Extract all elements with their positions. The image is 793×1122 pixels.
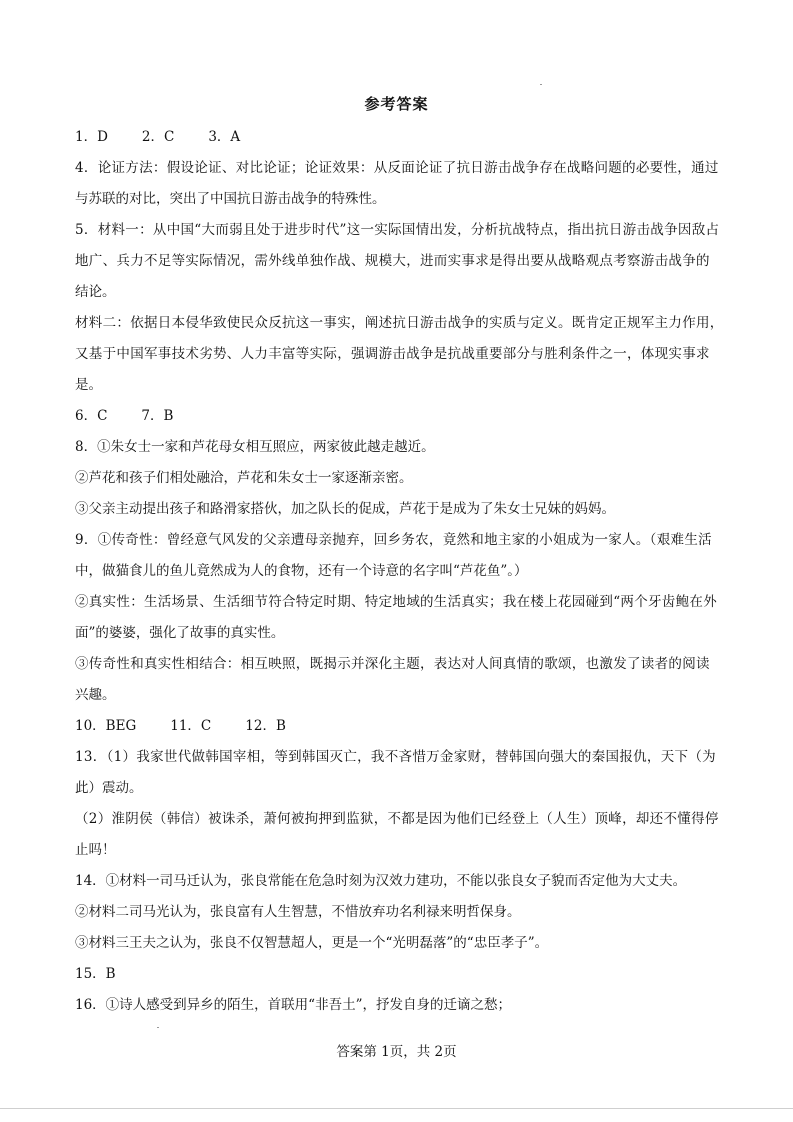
answer-12: 12．B: [245, 718, 286, 734]
answer-14-line: ②材料二司马光认为，张良富有人生智慧，不惜放弃功名利禄来明哲保身。: [75, 904, 521, 920]
answer-15: 15．B: [75, 966, 116, 982]
answer-13-line: （2）淮阴侯（韩信）被诛杀，萧何被拘押到监狱，不都是因为他们已经登上（人生）顶峰，却还不懂得停: [75, 811, 719, 827]
answer-8-line: 8．①朱女士一家和芦花母女相互照应，两家彼此越走越近。: [75, 439, 435, 455]
answers-6-7: [75, 401, 725, 432]
answer-1: 1．D: [75, 129, 108, 145]
answer-9-line: 面”的婆婆，强化了故事的真实性。: [75, 625, 285, 641]
answers-10-12: [75, 711, 725, 742]
answer-11: 11．C: [170, 718, 212, 734]
answer-7: 7．B: [141, 408, 174, 424]
answer-5-line: 地广、兵力不足等实际情况，需外线单独作战、规模大，进而实事求是得出要从战略观点考察游击战争的: [75, 253, 710, 269]
answer-10: 10．BEG: [75, 718, 137, 734]
answer-13-line: 此）震动。: [75, 780, 143, 796]
answer-5-line: 5．材料一：从中国“大而弱且处于进步时代”这一实际国情出发，分析抗战特点，指出抗日游击战争因敌占: [75, 222, 720, 238]
answer-16-line: 16．①诗人感受到异乡的陌生，首联用“非吾土”，抒发自身的迁谪之愁；: [75, 997, 511, 1013]
page-footer: 答案第 1页，共 2页: [336, 1044, 457, 1060]
answer-9-line: ③传奇性和真实性相结合：相互映照，既揭示并深化主题，表达对人间真情的歌颂，也激发了读者的阅读: [75, 656, 710, 672]
answer-5-line: 材料二：依据日本侵华致使民众反抗这一事实，阐述抗日游击战争的实质与定义。既肯定正规军主力作用，: [75, 315, 724, 331]
answer-14-line: 14．①材料一司马迁认为，张良常能在危急时刻为汉效力建功，不能以张良女子貌而否定他为大丈夫。: [75, 873, 687, 889]
answer-13-line: 13．（1）我家世代做韩国宰相，等到韩国灭亡，我不吝惜万金家财，替韩国向强大的秦国报仇，天下（为: [75, 749, 716, 765]
answer-5-line: 又基于中国军事技术劣势、人力丰富等实际，强调游击战争是抗战重要部分与胜利条件之一，体现实事求: [75, 346, 710, 362]
answer-9-line: 兴趣。: [75, 687, 116, 703]
answer-9-line: 中，做猫食儿的鱼儿竟然成为人的食物，还有一个诗意的名字叫“芦花鱼”。）: [75, 563, 528, 579]
answer-4-line: 4．论证方法：假设论证、对比论证；论证效果：从反面论证了抗日游击战争存在战略问题的必要性，通过: [75, 160, 719, 176]
answer-3: 3．A: [208, 129, 241, 145]
page-title: 参考答案: [364, 95, 429, 113]
answer-9-line: 9．①传奇性：曾经意气风发的父亲遭母亲抛弃，回乡务农，竟然和地主家的小姐成为一家人。（艰难生活: [75, 532, 712, 548]
answer-8-line: ③父亲主动提出孩子和路滑家搭伙，加之队长的促成，芦花于是成为了朱女士兄妹的妈妈。: [75, 501, 615, 517]
scan-speck: [157, 1027, 159, 1028]
answer-5-line: 是。: [75, 377, 102, 393]
answer-8-line: ②芦花和孩子们相处融洽，芦花和朱女士一家逐渐亲密。: [75, 470, 413, 486]
answer-14-line: ③材料三王夫之认为，张良不仅智慧超人，更是一个“光明磊落”的“忠臣孝子”。: [75, 935, 549, 951]
answer-2: 2．C: [141, 129, 175, 145]
answer-6: 6．C: [75, 408, 108, 424]
answer-body: [75, 122, 725, 1021]
answer-5-line: 结论。: [75, 284, 116, 300]
answers-1-3: [75, 122, 725, 153]
bottom-divider: [0, 1108, 793, 1109]
scan-speck: [540, 84, 542, 85]
answer-4-line: 与苏联的对比，突出了中国抗日游击战争的特殊性。: [75, 191, 386, 207]
answer-13-line: 止吗！: [75, 842, 116, 858]
answer-9-line: ②真实性：生活场景、生活细节符合特定时期、特定地域的生活真实；我在楼上花园碰到“两个牙齿鲍在外: [75, 594, 717, 610]
